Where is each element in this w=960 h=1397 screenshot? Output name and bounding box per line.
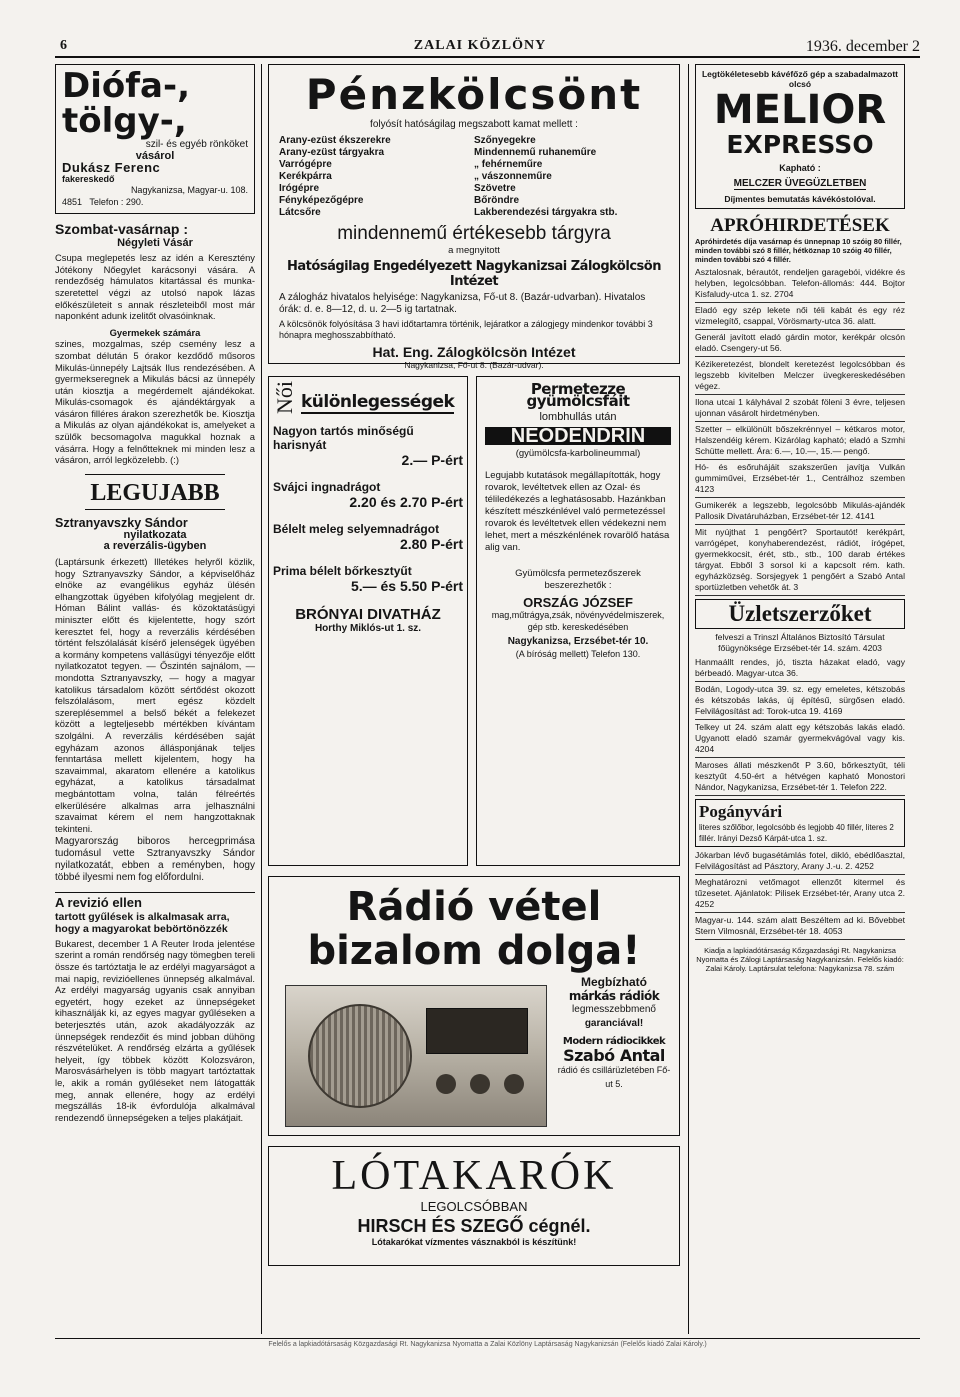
ad-melior bbox=[695, 64, 905, 209]
ad-diofa-title-1: Diófa-, bbox=[62, 66, 190, 106]
ad-diofa-code: 4851 bbox=[62, 196, 83, 207]
classified-ad: Szetter – elkülönült bőszekrénnyel – kétkaros motor, Halszendéig kérem. Kizárólag kapható; eladó a Szmhi Schütte mellett. Ára: 6.—, 10.—, 15.— pengő. bbox=[695, 424, 905, 460]
szombat-subheading: Négyleti Vásár bbox=[117, 236, 193, 249]
apro-items-2 bbox=[695, 657, 905, 796]
noi-item-price: 2.20 és 2.70 P-ért bbox=[349, 494, 463, 510]
classified-ad: Meghatározni vetőmagot ellenzőt kitermel és tűzesetet. Ajánlatok: Pilisek Erzsébet-tér, Arany utca 2. 4252 bbox=[695, 877, 905, 913]
lotakar-note: Lótakarókat vízmentes vásznakból is készítünk! bbox=[371, 1237, 577, 1247]
melior-brand: MELIOR bbox=[713, 87, 887, 133]
melior-avail: Kapható : bbox=[779, 163, 821, 173]
ad-diofa bbox=[55, 64, 255, 214]
legujabb-heading: LEGUJABB bbox=[90, 479, 220, 506]
ad-diofa-text2: vásárol bbox=[135, 149, 175, 162]
classified-ad: Generál javított eladó gárdin motor, kerékpár olcsón eladó. Csengery-ut 56. bbox=[695, 332, 905, 357]
classified-ad: Eladó egy szép lekete női téli kabát és egy réz vizmelegítő, csappal, Vörösmarty-utca 36. alatt. bbox=[695, 305, 905, 330]
noi-item-price: 5.— és 5.50 P-ért bbox=[350, 578, 463, 594]
szombat-heading: Szombat-vasárnap : bbox=[55, 220, 189, 237]
radio-speaker-grille bbox=[308, 1004, 412, 1108]
radio-image bbox=[285, 985, 547, 1127]
radio-side bbox=[555, 975, 673, 1091]
neo-address: Nagykanizsa, Erzsébet-tér 10. bbox=[507, 635, 649, 647]
classified-ad: Kézikeretezést, blondelt keretezést legolcsóbban és legszebb kivitelben Melczer üvegkereskedésében végez. bbox=[695, 359, 905, 395]
radio-side-5: Modern rádiocikkek bbox=[562, 1036, 666, 1047]
issue-date: 1936. december 2 bbox=[805, 38, 920, 55]
penz-item: Szőnyegekre bbox=[474, 135, 536, 146]
radio-title-2: bizalom dolga! bbox=[307, 928, 641, 974]
penz-big: mindennemű értékesebb tárgyra bbox=[337, 223, 611, 244]
penz-item: Szövetre bbox=[474, 183, 516, 194]
ad-diofa-role: fakereskedő bbox=[62, 173, 115, 184]
radio-title-1: Rádió vétel bbox=[346, 884, 602, 930]
revizio-text: Bukarest, december 1 A Reuter Iroda jelentése szerint a román rendőrség nagy tömegben tereli össze és tartóztatja le az erdélyi magyarságot a mai napig, revizióellenes ünnepség alkalmával. Az erdélyi magyarság ugyanis csak annyiban egyetért, hogy ezeket az ünnepségeket kihasználják ki, az egyes magyar gyűléseken a beterjesztés után, azok akadályozzák az ünnepségek rendezőit és mind jobban dühöng részvételüket. A rendőrség elzárta a gyűlések helyeit, így többek között Kolozsváron, Marosvásárhelyen is több magyart tartóztattak le, akik a román gyűléseket nem látogatták meg, annak ellenére, hogy az erdélyi megszállás 18-ik évfordulója alkalmával rendezendő ünnepségeken a teljes plakátjait. bbox=[55, 937, 255, 1123]
neo-banner: Permetezze gyümölcsfáit bbox=[526, 380, 630, 410]
sztranyavszky-subheading: nyilatkozata bbox=[123, 528, 187, 541]
apro-items bbox=[695, 267, 905, 596]
radio-side-6: Szabó Antal bbox=[563, 1046, 665, 1065]
penz-item: Irógépre bbox=[279, 183, 320, 194]
penz-item: Arany-ezüst ékszerekre bbox=[279, 135, 391, 146]
classified-ad: Mit nyújthat 1 pengőért? Sportautót! kerékpárt, varrógépet, konyhaberendezést, rádiót, írógépet, gyermekkocsit, érét, stb., stb., 100 darab értékes tárgyat. Ebből 3 sorsol ki a kapcsolt rém. kath. egyházközség. Sorsjegyek 1 pengőért a Szabó Antal sportüzletben vehetők át. 3 bbox=[695, 527, 905, 596]
ad-diofa-name: Dukász Ferenc bbox=[62, 160, 161, 176]
penz-subtitle: folyósít hatóságilag megszabott kamat mellett : bbox=[370, 119, 578, 130]
footer-strip: Felelős a lapkiadótársaság Közgazdasági Rt. Nagykanizsa Nyomatta a Zalai Közlöny Laptársaság Nagykanizsán (Felelős kiadó Zalai Károly.) bbox=[268, 1341, 707, 1348]
imprint: Kiadja a lapkiadótársaság Kőzgazdasági Rt. Nagykanizsa Nyomatta és Zálogi Laptársaság Nagykanizsán. Felelős kiadó: Zalai Károly. Laptársulat telefona: Nagykanizsa 78. szám bbox=[696, 946, 904, 973]
column-rule bbox=[688, 64, 689, 1334]
penz-item: Lakberendezési tárgyakra stb. bbox=[474, 207, 618, 218]
radio-dial bbox=[426, 1008, 528, 1054]
classified-ad: Asztalosnak, bérautót, rendeljen garagebói, vidékre és helyben, legolcsóbban. Telefon-állomás: 444. Bojtor Kisfaludy-utca 1. sz. 2704 bbox=[695, 267, 905, 303]
radio-side-1: Megbízható bbox=[581, 975, 647, 989]
noi-item-price: 2.80 P-ért bbox=[399, 536, 463, 552]
penz-item: „ vászonneműre bbox=[474, 171, 552, 182]
noi-item-price: 2.— P-ért bbox=[401, 452, 463, 468]
penz-item: Látcsőre bbox=[279, 207, 321, 218]
left-column bbox=[55, 64, 255, 1377]
middle-column bbox=[268, 64, 680, 1334]
apro-intro: Apróhirdetés díja vasárnap és ünnepnap 10 szóig 80 fillér, minden további szó 8 fillér, hétköznap 10 szóig 40 fillér, minden további szó 4 fillér. bbox=[695, 237, 902, 264]
classified-ad: Telkey ut 24. szám alatt egy kétszobás lakás eladó. Ugyanott eladó szamár gyermekvágóval vagy kis. 4204 bbox=[695, 722, 905, 758]
penz-item: Mindennemű ruhaneműre bbox=[474, 147, 597, 158]
lotakar-shop: HIRSCH ÉS SZEGŐ cégnél. bbox=[357, 1216, 591, 1236]
noi-item-name: Bélelt meleg selyemnadrágot bbox=[273, 522, 440, 536]
noi-item-name: Prima bélelt bőrkesztyűt bbox=[273, 564, 412, 578]
melior-top: Legtökéletesebb kávéfőző gép a szabadalmazott olcsó bbox=[701, 69, 899, 89]
divider bbox=[85, 509, 225, 510]
uzlet-text: felveszi a Trinszl Általános Biztosító Társulat főügynöksége Erzsébet-tér 14. szám. 4203 bbox=[715, 632, 885, 653]
radio-knob bbox=[470, 1074, 490, 1094]
szombat-text: Csupa meglepetés lesz az idén a Keresztény Jótékony Nőegylet karácsonyi vására. A rendezőség hámulatos kitartással és munka-szeretettel végzi az utolsó napok lázas előkészületeit s annak részleteiből most már naponként adunk izelitőt olvasóinknak. bbox=[55, 252, 255, 322]
noi-item-name: Nagyon tartós minőségű harisnyát bbox=[273, 424, 414, 452]
classified-ad: Magyar-u. 144. szám alatt Beszéltem ad ki. Bővebbet Stern Vilmosnál, Erzsébet-tér 18. 4053 bbox=[695, 915, 905, 940]
revizio-subheading: tartott gyűlések is alkalmasak arra, hogy a magyarokat bebörtönözzék bbox=[55, 910, 230, 935]
pogany-text: literes szőlőbor, legolcsóbb és legjobb 40 fillér, literes 2 fillér. Irányi Dezső Kárpát-utca 1. sz. bbox=[699, 823, 894, 843]
ad-diofa-title-2: tölgy-, bbox=[62, 101, 187, 141]
melior-brand-2: EXPRESSO bbox=[726, 130, 874, 159]
penz-banner: Hatóságilag Engedélyezett Nagykanizsai Zálogkölcsön Intézet bbox=[287, 259, 661, 289]
ad-noi-kulonlegessegek bbox=[268, 376, 468, 866]
neo-more: Gyümölcsfa permetezőszerek beszerezhetők : bbox=[515, 567, 641, 591]
penz-title: Pénzkölcsönt bbox=[305, 70, 643, 119]
sztranyavszky-text-2: Magyarország biboros hercegprimása tudomásul vette Sztranyavszky Sándor nyilatkozatát, ebben a reményben, hogy többé ilyesmi nem fog előfordulni. bbox=[55, 836, 255, 884]
penz-list-right bbox=[474, 135, 669, 219]
classified-ad: Gumikerék a legszebb, legolcsóbb Mikulás-ajándék Pallosik Divatáruházban, Erzsébet-tér 12. 4141 bbox=[695, 500, 905, 525]
penz-list-left bbox=[279, 135, 474, 219]
ad-lotakarok bbox=[268, 1146, 680, 1266]
ad-diofa-text: szil- és egyéb rönköket bbox=[145, 139, 248, 150]
radio-knob bbox=[436, 1074, 456, 1094]
uzlet-heading: Üzletszerzőket bbox=[695, 599, 905, 629]
radio-side-7: rádió és csillárüzletében Fő-ut 5. bbox=[557, 1065, 671, 1089]
noi-item-name: Svájci ingnadrágot bbox=[273, 480, 381, 494]
penz-address: A zálogház hivatalos helyisége: Nagykanizsa, Fő-ut 8. (Bazár-udvarban). Hivatalos órák: d. e. 8—12, d. u. 2—5 ig tartatnak. bbox=[279, 292, 646, 315]
ad-diofa-phone: Telefon : 290. bbox=[89, 196, 144, 207]
neo-name-sub: mag,műtrágya,zsák, növényvédelmiszerek, gép stb. kereskedésében bbox=[491, 609, 665, 632]
ad-radio bbox=[268, 876, 680, 1136]
classified-ad: Bodán, Logody-utca 39. sz. egy emeletes, kétszobás és kétszobás lakás, új építésű, sürgősen eladó. Felvilágosítást ad: Torok-utca 19. 4169 bbox=[695, 684, 905, 720]
noi-item bbox=[273, 480, 463, 510]
noi-item bbox=[273, 424, 463, 468]
noi-shop-address: Horthy Miklós-ut 1. sz. bbox=[314, 623, 422, 634]
header-rule bbox=[55, 56, 920, 58]
ad-diofa-address: Nagykanizsa, Magyar-u. 108. bbox=[130, 185, 248, 196]
classified-ad: Maroses állati mészkenőt P 3.60, bőrkesztyűt, téli kesztyűt 4.50-ért a hétvégen kapható Monostori Nándor, Nagykanizsa, Erzsébet-tér 1. Telefon 222. bbox=[695, 760, 905, 796]
penz-item: Kerékpárra bbox=[279, 171, 332, 182]
noi-item bbox=[273, 564, 463, 594]
noi-item bbox=[273, 522, 463, 552]
penz-item: Fényképezőgépre bbox=[279, 195, 364, 206]
ad-penzkolcsont bbox=[268, 64, 680, 370]
apro-heading: APRÓHIRDETÉSEK bbox=[710, 215, 890, 236]
noi-vertical: Női bbox=[272, 381, 297, 414]
sztranyavszky-heading: Sztranyavszky Sándor bbox=[55, 515, 188, 530]
penz-sign-sub: Nagykanizsa, Fő-ut 8. (Bazár-udvar). bbox=[404, 360, 544, 370]
penz-item: Arany-ezüst tárgyakra bbox=[279, 147, 385, 158]
radio-side-2: márkás rádiók bbox=[568, 989, 660, 1003]
penz-item: Varrógépre bbox=[279, 159, 332, 170]
divider bbox=[85, 474, 225, 475]
melior-note: Díjmentes bemutatás kávékóstolóval. bbox=[724, 194, 876, 204]
gyermekek-heading: Gyermekek számára bbox=[109, 326, 201, 338]
page-header bbox=[40, 36, 920, 56]
right-column bbox=[695, 64, 905, 1334]
classified-ad: Ilona utcai 1 kályhával 2 szobát föleni 3 évre, teljesen ujonnan vásárolt hirdetményben. bbox=[695, 397, 905, 422]
newspaper-name: ZALAI KÖZLÖNY bbox=[413, 38, 547, 53]
neo-text: Legujabb kutatások megállapították, hogy rovarok, levéltetvek ellen az Ozal- és téliledékezés a leghatásosabb. Hazánkban készített mészkénlével való permetezéssel rovarok és levéltetvek ellen védekezni nem lehet, mert a mészkénlének rovarölő hatása alig van. bbox=[485, 469, 670, 553]
neo-brand: NEODENDRIN bbox=[485, 427, 671, 445]
penz-note: A kölcsönök folyósítása 3 havi időtartamra történik, lejáratkor a zálogjegy mindenkor további 3 hónapra meghosszabbítható. bbox=[279, 319, 653, 340]
noi-shop: BRÓNYAI DIVATHÁZ bbox=[295, 606, 441, 623]
ad-neodendrin bbox=[476, 376, 680, 866]
neo-brand-sub: (gyümölcsfa-karbolineummal) bbox=[515, 448, 641, 459]
ad-pogany bbox=[695, 799, 905, 847]
radio-knob bbox=[504, 1074, 524, 1094]
radio-side-3: legmesszebbmenő bbox=[572, 1004, 656, 1015]
noi-items bbox=[273, 424, 463, 594]
neo-address-2: (A bíróság mellett) Telefon 130. bbox=[515, 648, 641, 659]
lotakar-sub: LEGOLCSÓBBAN bbox=[420, 1199, 528, 1214]
revizio-heading: A revizió ellen bbox=[55, 895, 142, 911]
classified-ad: Hó- és esőruhájáit szakszerűen javítja Vulkán gummiművei, Erzsébet-tér 1., Centrálhoz szemben 4123 bbox=[695, 462, 905, 498]
column-rule bbox=[261, 64, 262, 1334]
noi-title: különlegességek bbox=[301, 392, 455, 412]
neo-name: ORSZÁG JÓZSEF bbox=[523, 594, 633, 610]
page-number: 6 bbox=[60, 38, 67, 53]
gyermekek-text: szines, mozgalmas, szép csemény lesz a szombat délután 5 órakor kezdődő műsoros Mikulás-ünnepély Lajtsák Ilus rendezésében. A gyermekseregnek a Mikulás bácsi az ünnepély után kiosztja a megérdemelt ajándékokat. Mikulás-csomagok és ajándéktárgyak a vásáron filléres árakon szerezhetők be. Kiosztja a Mikulás az olyan ajándékokat is, amelyeket a szülők becsomagolva magukkal hoznak a vásárra. Hogy a felnőtteknek mi minden lesz a vásáron, arról legközelebb. (:) bbox=[55, 338, 255, 466]
radio-side-4: garanciával! bbox=[584, 1018, 644, 1029]
classified-ad: Hanmaállt rendes, jó, tiszta házakat eladó, vagy bérbeadó. Magyar-utca 36. bbox=[695, 657, 905, 682]
penz-opened: a megnyitott bbox=[448, 245, 500, 256]
sztranyavszky-subheading-2: a reverzális-ügyben bbox=[103, 540, 207, 553]
neo-sub: lombhullás után bbox=[539, 411, 617, 423]
classified-ad: Jókarban lévő bugasétámlás fotel, dikló, ebédlőasztal, Felvilágosítást ad Pásztory, Arany J.-u. 2. 4252 bbox=[695, 850, 905, 875]
divider bbox=[55, 892, 255, 893]
pogany-heading: Pogányvári bbox=[699, 802, 783, 821]
melior-seller: MELCZER ÜVEGÜZLETBEN bbox=[733, 178, 867, 189]
penz-sign: Hat. Eng. Zálogkölcsön Intézet bbox=[372, 344, 576, 360]
penz-item: Bőröndre bbox=[474, 195, 519, 206]
sztranyavszky-text: (Laptársunk érkezett) Illetékes helyről közlik, hogy Sztranyavszky Sándor, a képviselőház elnöke az evangélikus egyház ülésén elhangzottak ügyében kifolyólag megjelent dr. Hóman Bálint vallás- és közoktatásügyi miniszter előtt és kijelentette, hogy szórt keresztet fel, hogy a reverzális kérdésében történt felszólalását kísérő jelenségek ügyében a kormány kompetens vallásügyi tényezője előtt nyilatkozatot tegyen. — Őszintén sajnálom, — mondotta Sztranyavszky, — hogy a magyar katolikus társadalom között sértődést okozott felszólalásom, mert egész közdelt szereplésemmel a belső békét a felekezet között a legteljesebb mértékben kívántam szolgálni. A reverzális kérdésében saját egyházam azonos állásponjának teljes fenntartása mellett kijelentem, hogy ha szavaimmal, akaratom ellenére a katolikus egyházat, a katolikus társadalmat megbántottam volna, talán félreértés elkerülésére alkalmas arra jelhasználni szavaimat kérem el nem hangzottaknak tekinteni. bbox=[55, 556, 255, 834]
lotakar-title: LÓTAKARÓK bbox=[331, 1153, 617, 1199]
penz-item: „ fehérneműre bbox=[474, 159, 543, 170]
apro-items-3 bbox=[695, 850, 905, 940]
